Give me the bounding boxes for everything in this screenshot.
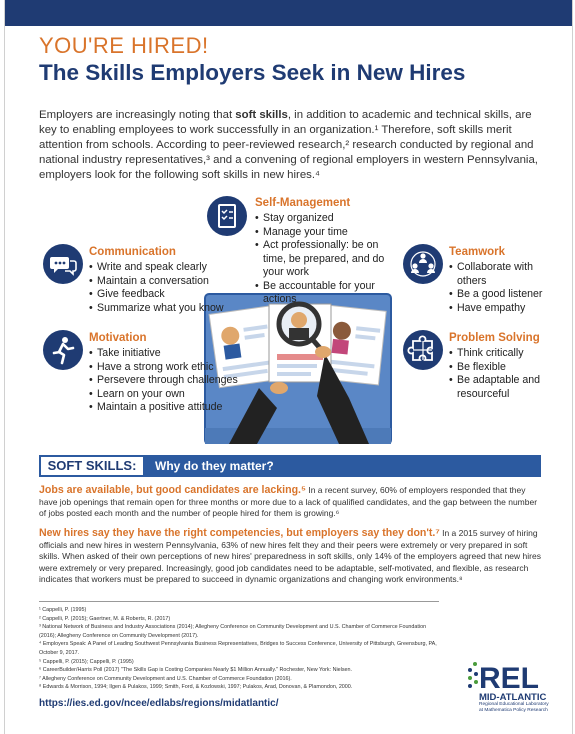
list-item: • Write and speak clearly xyxy=(89,261,239,275)
new-hires-body: In a 2015 survey of hiring officials and new hires in western Pennsylvania, 63% of new hires felt they and their peers were extremely or very prepared in soft skills. When asked of their own perceptions of new hires' preparedness in soft skills, only 14% of the employers agreed that new hires were extremely or very prepared. Increasingly, good job candidates need to be adaptable, self-motivated, and flexible, as research indicates that workers must be prepared to succeed in dynamic organizations and changing work environments.⁸ xyxy=(39,528,541,584)
motivation-list xyxy=(89,347,239,415)
runner-icon xyxy=(43,330,83,370)
list-item: • Manage your time xyxy=(255,226,390,240)
intro-paragraph xyxy=(39,108,544,183)
footer-url-link[interactable]: https://ies.ed.gov/ncee/edlabs/regions/midatlantic/ xyxy=(39,698,279,709)
kicker-heading: YOU'RE HIRED! xyxy=(39,33,209,58)
footnote: ² Cappelli, P. (2015); Gaertner, M. & Roberts, R. (2017) xyxy=(39,615,171,622)
list-item: • Give feedback xyxy=(89,288,239,302)
jobs-lead: Jobs are available, but good candidates are lacking.⁵ xyxy=(39,484,306,496)
logo-sub-text: MID-ATLANTIC xyxy=(479,692,547,703)
footnote: ⁶ CareerBuilder/Harris Poll (2017) "The Skills Gap is Costing Companies Nearly $1 Million Annually." Rochester, New York: Nielsen. xyxy=(39,667,353,674)
list-item: • Be adaptable and resourceful xyxy=(449,374,557,401)
puzzle-icon xyxy=(403,330,443,370)
self-management-list xyxy=(255,212,390,307)
teamwork-list xyxy=(449,261,557,315)
footnote: ¹ Cappelli, P. (1995) xyxy=(39,607,87,613)
problem-solving-heading: Problem Solving xyxy=(449,332,540,344)
list-item: • Collaborate with others xyxy=(449,261,557,288)
list-item: • Stay organized xyxy=(255,212,390,226)
logo-small-text: Regional Educational Laboratory at Mathematica Policy Research xyxy=(479,702,549,713)
team-icon xyxy=(403,244,443,284)
page-title: The Skills Employers Seek in New Hires xyxy=(39,60,466,85)
checklist-icon xyxy=(207,196,247,236)
list-item: • Maintain a conversation xyxy=(89,275,239,289)
motivation-heading: Motivation xyxy=(89,332,147,344)
list-item: • Think critically xyxy=(449,347,557,361)
teamwork-heading: Teamwork xyxy=(449,246,506,258)
intro-text-1: Employers are increasingly noting that xyxy=(39,109,236,121)
intro-text-2: , in addition to academic and technical skills, are key to enabling employees to work successfully in an organization.¹ Therefore, soft skills merit attention from schools. According to peer-reviewed research,² research conducted by regional and national industry representatives,³ and a convening of regional employers in western Pennsylvania, employers look for the following soft skills in new hires.⁴ xyxy=(39,109,538,181)
footnote: ⁵ Cappelli, P. (2015); Cappelli, P. (1995) xyxy=(39,658,134,665)
banner-label: SOFT SKILLS: xyxy=(39,455,145,477)
rel-logo xyxy=(463,654,555,726)
footnote: ⁴ Employers Speak: A Panel of Leading Southwest Pennsylvania Business Representatives, Bridges to Success Conference, University of Pittsburgh, Greensburg, PA, October 9, 2017. xyxy=(39,641,437,656)
list-item: • Maintain a positive attitude xyxy=(89,401,239,415)
footnotes xyxy=(39,606,439,692)
speech-bubbles-icon xyxy=(43,244,83,284)
list-item: • Be a good listener xyxy=(449,288,557,302)
list-item: • Summarize what you know xyxy=(89,302,239,316)
footnote: ⁸ Edwards & Morrison, 1994; Ilgen & Pulakos, 1999; Smith, Ford, & Kozlowski, 1997; Pulakos, Arad, Donovan, & Plamondon, 2000. xyxy=(39,684,353,691)
footnote-divider xyxy=(39,601,439,602)
section-banner xyxy=(39,455,541,477)
new-hires-lead: New hires say they have the right competencies, but employers say they don't.⁷ xyxy=(39,527,440,539)
jobs-paragraph xyxy=(39,485,541,520)
communication-heading: Communication xyxy=(89,246,176,258)
new-hires-paragraph xyxy=(39,528,541,586)
jobs-body: In a recent survey, 60% of employers responded that they have job openings that remain open for three months or more due to a lack of qualified candidates, and the gap between the number of jobs posted each month and the number of people hired for them is growing.⁶ xyxy=(39,485,538,518)
list-item: • Be flexible xyxy=(449,361,557,375)
list-item: • Be accountable for your actions xyxy=(255,280,390,307)
footnote: ³ National Network of Business and Industry Associations (2014); Allegheny Conference on Community Development and U.S. Chamber of Commerce Foundation (2016); Allegheny Conference on Community Development (2017). xyxy=(39,624,427,639)
list-item: • Act professionally: be on time, be prepared, and do your work xyxy=(255,239,390,280)
self-management-heading: Self-Management xyxy=(255,197,351,209)
problem-solving-list xyxy=(449,347,557,401)
list-item: • Learn on your own xyxy=(89,388,239,402)
list-item: • Have a strong work ethic xyxy=(89,361,239,375)
list-item: • Take initiative xyxy=(89,347,239,361)
intro-bold: soft skills xyxy=(235,109,288,121)
list-item: • Have empathy xyxy=(449,302,557,316)
list-item: • Persevere through challenges xyxy=(89,374,239,388)
banner-question: Why do they matter? xyxy=(155,459,274,473)
footnote: ⁷ Allegheny Conference on Community Development and U.S. Chamber of Commerce Foundation (2016). xyxy=(39,675,292,682)
logo-big-text: REL xyxy=(479,662,539,695)
document-page xyxy=(4,0,573,734)
communication-list xyxy=(89,261,239,315)
rel-logo-mark xyxy=(463,654,555,726)
top-bar xyxy=(5,0,572,26)
